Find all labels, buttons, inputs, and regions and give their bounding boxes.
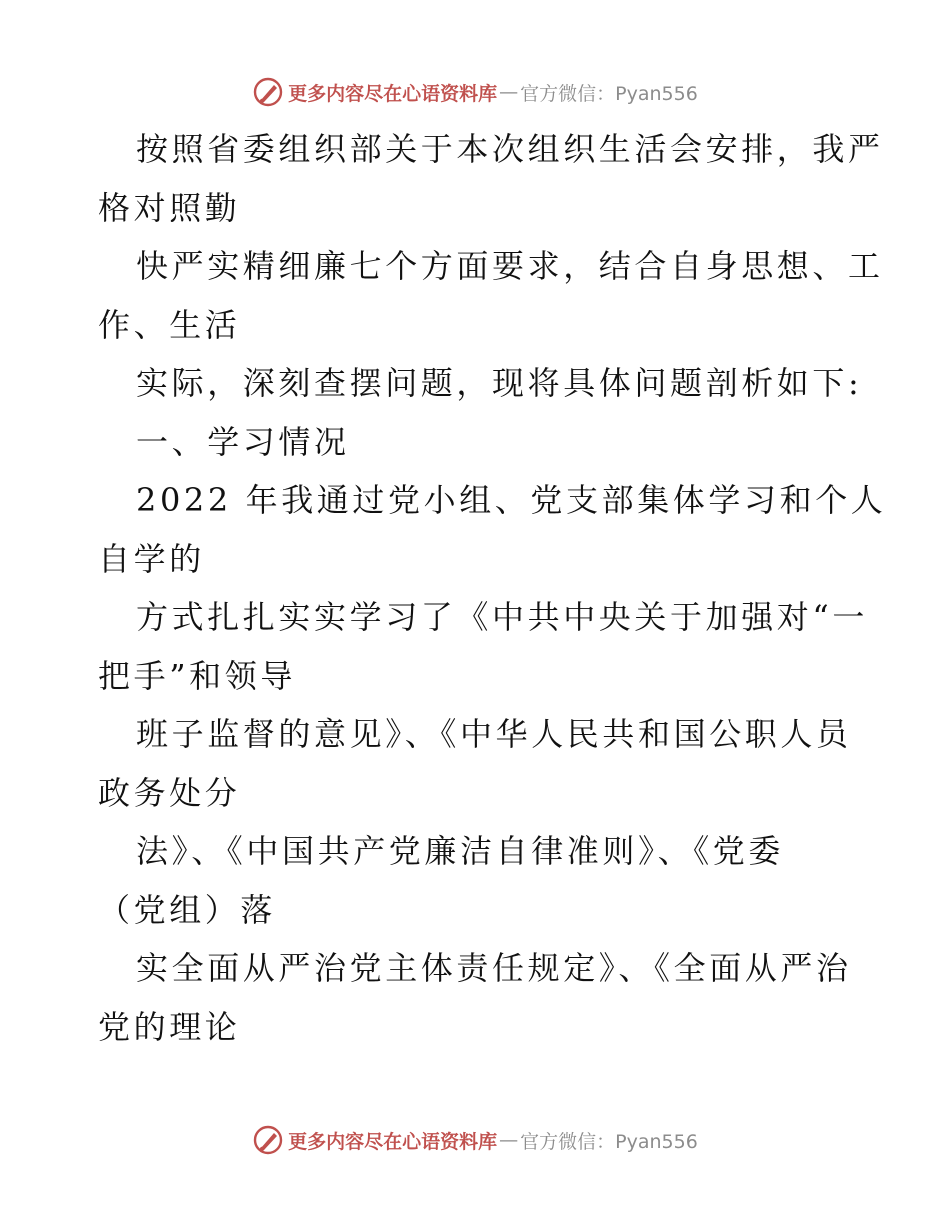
footer-banner <box>0 1120 950 1160</box>
body-text-line: 格对照勤 <box>98 188 241 227</box>
document-body <box>98 120 887 1056</box>
banner-main-text: 更多内容尽在心语资料库 <box>288 82 498 105</box>
body-text-line: 把手”和领导 <box>98 656 296 695</box>
body-text-line: （党组）落 <box>98 890 277 929</box>
body-text-line: 政务处分 <box>98 773 241 812</box>
banner-separator: — <box>499 81 519 103</box>
body-text-line: 党的理论 <box>98 1007 241 1046</box>
body-text-line: 法》、《中国共产党廉洁自律准则》、《党委 <box>136 832 785 870</box>
pen-seal-icon <box>252 76 284 108</box>
body-text-line: 作、生活 <box>98 305 241 344</box>
banner-wechat-text: 官方微信：Pyan556 <box>520 82 698 105</box>
banner-wechat-text: 官方微信：Pyan556 <box>520 1130 698 1153</box>
body-text-line: 实际，深刻查摆问题，现将具体问题剖析如下: <box>136 364 863 402</box>
banner-separator: — <box>499 1129 519 1151</box>
body-text-line: 2022 年我通过党小组、党支部集体学习和个人 <box>136 481 887 519</box>
header-banner <box>0 72 950 112</box>
pen-seal-icon <box>252 1124 284 1156</box>
body-text-line: 按照省委组织部关于本次组织生活会安排，我严 <box>136 130 884 168</box>
body-text-line: 快严实精细廉七个方面要求，结合自身思想、工 <box>136 247 884 285</box>
body-text-line: 实全面从严治党主体责任规定》、《全面从严治 <box>136 949 852 987</box>
body-text-line: 方式扎扎实实学习了《中共中央关于加强对“一 <box>136 598 868 636</box>
body-text-line: 班子监督的意见》、《中华人民共和国公职人员 <box>136 715 852 753</box>
body-text-line: 自学的 <box>98 539 205 578</box>
body-text-line: 一、学习情况 <box>136 422 350 461</box>
banner-main-text: 更多内容尽在心语资料库 <box>288 1130 498 1153</box>
